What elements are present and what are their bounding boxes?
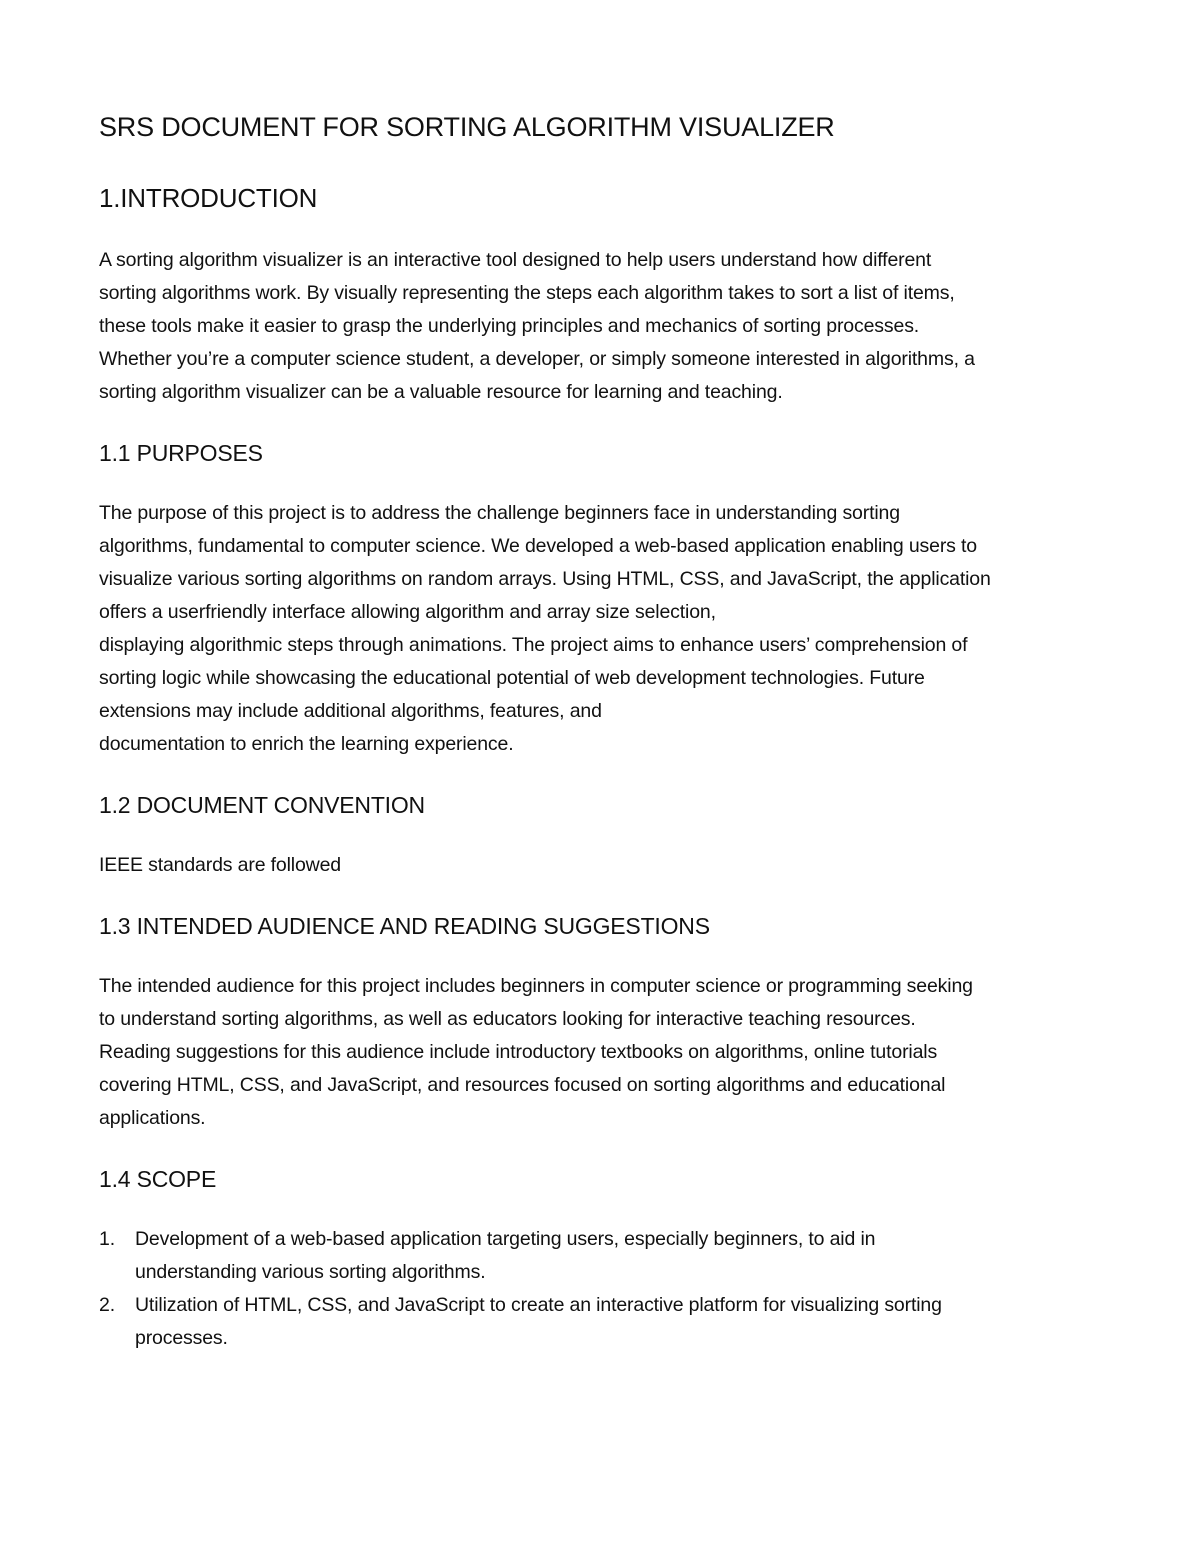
text-line: A sorting algorithm visualizer is an interactive tool designed to help users understand how different: [99, 249, 932, 271]
text-line: applications.: [99, 1107, 206, 1129]
purposes-paragraph: [99, 497, 1109, 761]
text-line: The intended audience for this project includes beginners in computer science or programming seeking: [99, 975, 973, 997]
text-line: sorting algorithms work. By visually representing the steps each algorithm takes to sort a list of items,: [99, 282, 955, 304]
text-line: Utilization of HTML, CSS, and JavaScript to create an interactive platform for visualizing sorting: [135, 1294, 942, 1316]
text-line: processes.: [135, 1327, 228, 1349]
text-line: sorting logic while showcasing the educational potential of web development technologies. Future: [99, 667, 925, 689]
text-line: Reading suggestions for this audience include introductory textbooks on algorithms, online tutorials: [99, 1041, 938, 1063]
text-line: algorithms, fundamental to computer science. We developed a web-based application enabling users to: [99, 535, 977, 557]
text-line: visualize various sorting algorithms on random arrays. Using HTML, CSS, and JavaScript, the application: [99, 568, 991, 590]
text-line: to understand sorting algorithms, as well as educators looking for interactive teaching resources.: [99, 1008, 916, 1030]
section-heading-intended-audience: 1.3 INTENDED AUDIENCE AND READING SUGGESTIONS: [99, 913, 710, 939]
text-line: Development of a web-based application targeting users, especially beginners, to aid in: [135, 1228, 876, 1250]
text-line: understanding various sorting algorithms.: [135, 1261, 486, 1283]
document-title: SRS DOCUMENT FOR SORTING ALGORITHM VISUALIZER: [99, 112, 835, 142]
section-heading-purposes: 1.1 PURPOSES: [99, 440, 263, 466]
text-line: extensions may include additional algorithms, features, and: [99, 700, 602, 722]
text-line: Whether you’re a computer science student, a developer, or simply someone interested in algorithms, a: [99, 348, 975, 370]
text-line: displaying algorithmic steps through animations. The project aims to enhance users’ comprehension of: [99, 634, 968, 656]
text-line: these tools make it easier to grasp the underlying principles and mechanics of sorting processes.: [99, 315, 920, 337]
section-heading-document-convention: 1.2 DOCUMENT CONVENTION: [99, 792, 425, 818]
list-item-number: 2.: [99, 1294, 115, 1316]
intended-audience-paragraph: [99, 970, 1109, 1135]
text-line: documentation to enrich the learning experience.: [99, 733, 514, 755]
list-item-number: 1.: [99, 1228, 115, 1250]
section-heading-introduction: 1.INTRODUCTION: [99, 183, 318, 213]
scope-list: [99, 1223, 1109, 1355]
list-item: [99, 1289, 1109, 1355]
document-convention-paragraph: [99, 849, 1109, 882]
text-line: offers a userfriendly interface allowing algorithm and array size selection,: [99, 601, 716, 623]
text-line: IEEE standards are followed: [99, 854, 342, 876]
text-line: covering HTML, CSS, and JavaScript, and resources focused on sorting algorithms and educational: [99, 1074, 946, 1096]
text-line: The purpose of this project is to address the challenge beginners face in understanding sorting: [99, 502, 900, 524]
text-line: sorting algorithm visualizer can be a valuable resource for learning and teaching.: [99, 381, 783, 403]
introduction-paragraph: [99, 244, 1109, 409]
list-item: [99, 1223, 1109, 1289]
section-heading-scope: 1.4 SCOPE: [99, 1166, 217, 1192]
document-body: [99, 108, 1109, 1355]
